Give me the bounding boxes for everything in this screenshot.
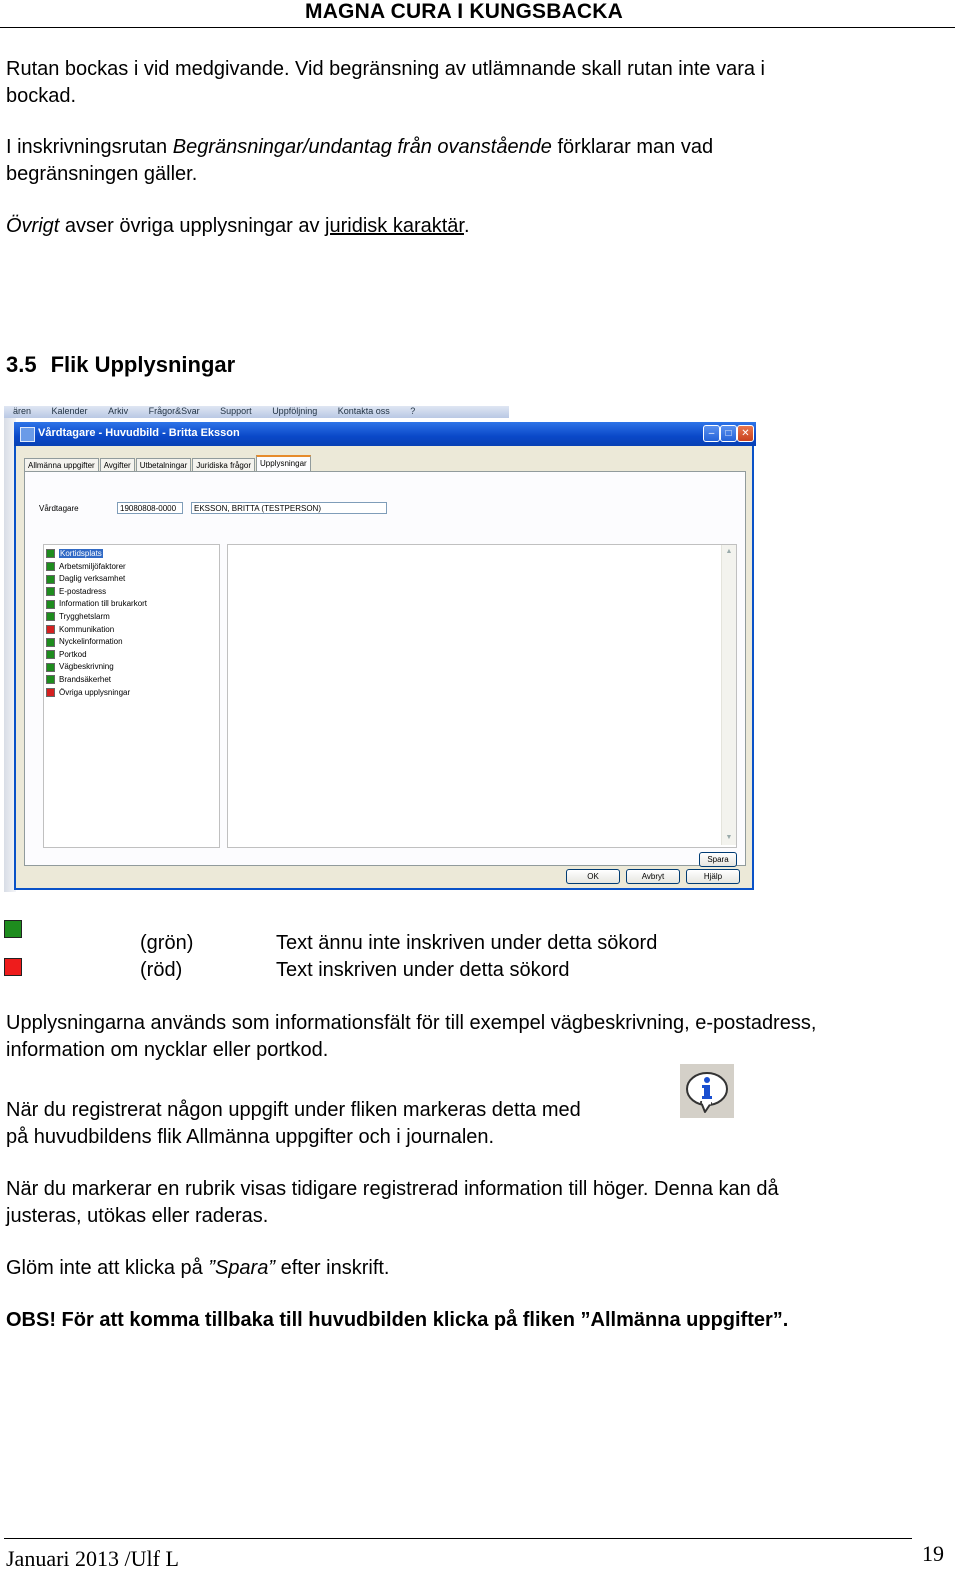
keyword-list-item[interactable] — [46, 661, 114, 673]
window-titlebar[interactable] — [14, 422, 756, 446]
body-p7-em: ”Spara” — [208, 1257, 276, 1279]
intro-p2-a: I inskrivningsrutan — [6, 136, 173, 158]
window-app-icon — [20, 427, 35, 442]
body-p7-a: Glöm inte att klicka på — [6, 1257, 209, 1279]
vertical-scrollbar[interactable] — [721, 545, 736, 845]
minimize-icon[interactable]: – — [703, 425, 720, 442]
keyword-list-item[interactable] — [46, 598, 147, 610]
app-menu-item[interactable]: Kontakta oss — [337, 406, 390, 416]
intro-p3-b: . — [463, 215, 470, 237]
body-paragraph-1 — [6, 1010, 816, 1064]
info-text-area[interactable] — [227, 544, 737, 848]
dialog-window — [14, 422, 754, 890]
page-number: 19 — [922, 1541, 944, 1566]
keyword-list-item[interactable] — [46, 636, 123, 648]
status-green-icon — [46, 663, 55, 672]
app-menu-item[interactable]: ären — [13, 406, 32, 416]
legend-red-label: (röd) — [140, 959, 183, 981]
keyword-label: Vägbeskrivning — [59, 662, 114, 672]
body-p4-line1: Upplysningarna används som informationsfält för till exempel vägbeskrivning, e-postadress, — [6, 1012, 817, 1034]
keyword-label: Trygghetslarm — [59, 612, 110, 621]
body-paragraph-2 — [6, 1097, 581, 1151]
intro-p1-line1: Rutan bockas i vid medgivande. Vid begränsning av utlämnande skall rutan inte vara i — [6, 58, 765, 80]
app-menu-bar — [4, 406, 509, 418]
tab-utbetalningar[interactable]: Utbetalningar — [136, 458, 192, 473]
hjalp-button[interactable]: Hjälp — [686, 869, 740, 884]
legend-green-square — [4, 920, 22, 938]
body-p5-line2: på huvudbildens flik Allmänna uppgifter och i journalen. — [6, 1126, 495, 1148]
keyword-label: Nyckelinformation — [59, 637, 123, 647]
ok-button[interactable]: OK — [566, 869, 620, 884]
keyword-label: Övriga upplysningar — [59, 687, 131, 697]
keyword-label: E-postadress — [59, 586, 107, 596]
intro-p2-em: Begränsningar/undantag från ovanstående — [172, 136, 552, 158]
app-menu-item[interactable]: Uppföljning — [272, 406, 318, 416]
status-green-icon — [46, 612, 55, 621]
maximize-icon[interactable]: □ — [720, 425, 737, 442]
keyword-list-item[interactable] — [46, 611, 110, 623]
app-menu-item[interactable]: Kalender — [51, 406, 88, 416]
legend-green-desc: Text ännu inte inskriven under detta sökord — [276, 932, 658, 954]
intro-p2-line2: begränsningen gäller. — [6, 163, 198, 185]
app-screenshot — [4, 406, 756, 892]
close-icon[interactable]: ✕ — [737, 425, 754, 442]
intro-p3-link[interactable]: juridisk karaktär — [325, 215, 464, 237]
vardtagare-label: Vårdtagare — [39, 504, 79, 513]
legend-red-desc: Text inskriven under detta sökord — [276, 959, 570, 981]
avbryt-button[interactable]: Avbryt — [626, 869, 680, 884]
header-title: MAGNA CURA I KUNGSBACKA — [305, 0, 624, 23]
status-green-icon — [46, 650, 55, 659]
status-green-icon — [46, 587, 55, 596]
info-icon — [680, 1062, 734, 1118]
scroll-up-icon[interactable]: ▲ — [725, 548, 733, 555]
keyword-list-item[interactable] — [46, 687, 130, 699]
keyword-list — [43, 544, 220, 848]
keyword-list-item[interactable] — [46, 674, 111, 686]
obs-note: OBS! För att komma tillbaka till huvudbilden klicka på fliken ”Allmänna uppgifter”. — [6, 1309, 789, 1331]
body-paragraph-4 — [6, 1255, 390, 1282]
status-green-icon — [46, 575, 55, 584]
name-field: EKSSON, BRITTA (TESTPERSON) — [191, 502, 387, 514]
legend-red-square — [4, 958, 22, 976]
legend-green-label: (grön) — [140, 932, 194, 954]
scroll-down-icon[interactable]: ▼ — [725, 834, 733, 841]
tab-panel — [24, 471, 746, 866]
footer-text: Januari 2013 /Ulf L — [6, 1546, 179, 1571]
keyword-list-item[interactable] — [46, 586, 106, 598]
keyword-label: Kommunikation — [59, 624, 115, 634]
tab-juridiska-fragor[interactable]: Juridiska frågor — [192, 458, 255, 473]
intro-p3-a: avser övriga upplysningar av — [59, 215, 326, 237]
status-green-icon — [46, 675, 55, 684]
keyword-list-item[interactable] — [46, 548, 103, 560]
app-menu-item[interactable]: Support — [220, 406, 252, 416]
keyword-list-item[interactable] — [46, 561, 126, 573]
intro-p3-em: Övrigt — [6, 215, 60, 237]
tab-strip — [24, 455, 312, 471]
status-green-icon — [46, 600, 55, 609]
app-menu-item[interactable]: ? — [410, 406, 416, 416]
keyword-label: Arbetsmiljöfaktorer — [59, 561, 126, 571]
keyword-label: Information till brukarkort — [59, 599, 148, 609]
keyword-list-item[interactable] — [46, 624, 114, 636]
intro-paragraph-2 — [6, 134, 713, 188]
keyword-label: Brandsäkerhet — [59, 675, 112, 684]
body-p4-line2: information om nycklar eller portkod. — [6, 1039, 329, 1061]
status-green-icon — [46, 549, 55, 558]
section-heading — [6, 352, 235, 378]
status-red-icon — [46, 688, 55, 697]
tab-upplysningar[interactable]: Upplysningar — [256, 455, 311, 473]
intro-p1-line2: bockad. — [6, 85, 77, 107]
tab-allmanna-uppgifter[interactable]: Allmänna uppgifter — [24, 458, 99, 473]
status-green-icon — [46, 638, 55, 647]
status-red-icon — [46, 625, 55, 634]
section-title: Flik Upplysningar — [50, 352, 236, 377]
tab-avgifter[interactable]: Avgifter — [100, 458, 135, 473]
page-header — [0, 0, 955, 28]
body-p6-line2: justeras, utökas eller raderas. — [6, 1205, 269, 1227]
intro-paragraph-3 — [6, 213, 470, 240]
app-menu-item[interactable]: Arkiv — [108, 406, 129, 416]
keyword-list-item[interactable] — [46, 649, 87, 661]
body-paragraph-3 — [6, 1176, 779, 1230]
personnummer-field: 19080808-0000 — [117, 502, 183, 514]
body-p5-line1: När du registrerat någon uppgift under fliken markeras detta med — [6, 1099, 581, 1121]
intro-paragraph-1 — [6, 56, 765, 110]
body-p6-line1: När du markerar en rubrik visas tidigare registrerad information till höger. Denna kan då — [6, 1178, 779, 1200]
keyword-label: Kortidsplats — [60, 549, 102, 558]
section-number: 3.5 — [6, 352, 37, 377]
app-menu-item[interactable]: Frågor&Svar — [148, 406, 200, 416]
status-green-icon — [46, 562, 55, 571]
body-p7-b: efter inskrift. — [275, 1257, 390, 1279]
keyword-list-item[interactable] — [46, 573, 125, 585]
intro-p2-b: förklarar man vad — [551, 136, 714, 158]
keyword-label: Portkod — [59, 649, 87, 659]
window-title: Vårdtagare - Huvudbild - Britta Eksson — [38, 427, 240, 439]
footer-divider — [4, 1538, 912, 1539]
keyword-label: Daglig verksamhet — [59, 574, 126, 584]
spara-button[interactable]: Spara — [699, 852, 737, 867]
